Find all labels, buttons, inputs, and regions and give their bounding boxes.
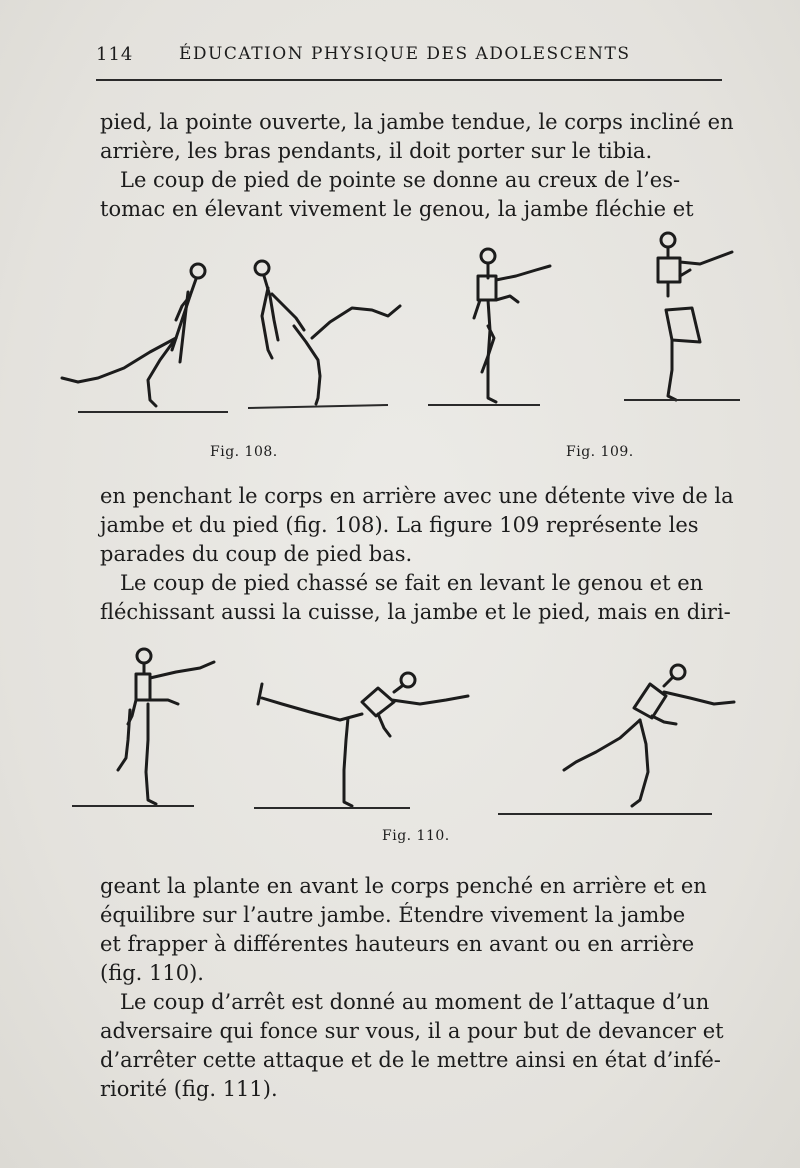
stick-figure-109a	[474, 249, 550, 402]
stick-figure-110c	[564, 665, 734, 806]
text-line: (fig. 110).	[100, 961, 204, 985]
stick-figure-109b	[658, 233, 732, 400]
figure-caption-108: Fig. 108.	[210, 444, 278, 460]
text-line: tomac en élevant vivement le genou, la jambe fléchie et	[100, 197, 694, 221]
text-line: Le coup d’arrêt est donné au moment de l’attaque d’un	[120, 990, 710, 1014]
text-line: fléchissant aussi la cuisse, la jambe et le pied, mais en diri-	[100, 600, 731, 624]
running-title: ÉDUCATION PHYSIQUE DES ADOLESCENTS	[179, 44, 631, 64]
paragraph-2	[100, 482, 734, 627]
figure-caption-110: Fig. 110.	[382, 828, 450, 844]
text-line: arrière, les bras pendants, il doit porter sur le tibia.	[100, 139, 653, 163]
text-line: pied, la pointe ouverte, la jambe tendue, le corps incliné en	[100, 110, 734, 134]
stick-figure-108a	[62, 264, 205, 406]
text-line: Le coup de pied chassé se fait en levant le genou et en	[120, 571, 704, 595]
page-number: 114	[96, 44, 134, 65]
text-line: parades du coup de pied bas.	[100, 542, 413, 566]
paragraph-3	[100, 872, 730, 1104]
stick-figure-110b	[258, 673, 468, 806]
text-line: d’arrêter cette attaque et de le mettre ainsi en état d’infé-	[100, 1048, 721, 1072]
text-line: geant la plante en avant le corps penché en arrière et en	[100, 874, 707, 898]
text-line: riorité (fig. 111).	[100, 1077, 278, 1101]
text-line: en penchant le corps en arrière avec une détente vive de la	[100, 484, 734, 508]
text-line: adversaire qui fonce sur vous, il a pour but de devancer et	[100, 1019, 724, 1043]
text-line: Le coup de pied de pointe se donne au creux de l’es-	[120, 168, 681, 192]
text-line: et frapper à différentes hauteurs en avant ou en arrière	[100, 932, 695, 956]
figure-caption-109: Fig. 109.	[566, 444, 634, 460]
text-line: équilibre sur l’autre jambe. Étendre vivement la jambe	[100, 903, 686, 927]
text-line: jambe et du pied (fig. 108). La figure 109 représente les	[100, 513, 699, 537]
stick-figure-110a	[118, 649, 214, 804]
stick-figure-108b	[255, 261, 400, 404]
ground-line	[248, 405, 388, 408]
